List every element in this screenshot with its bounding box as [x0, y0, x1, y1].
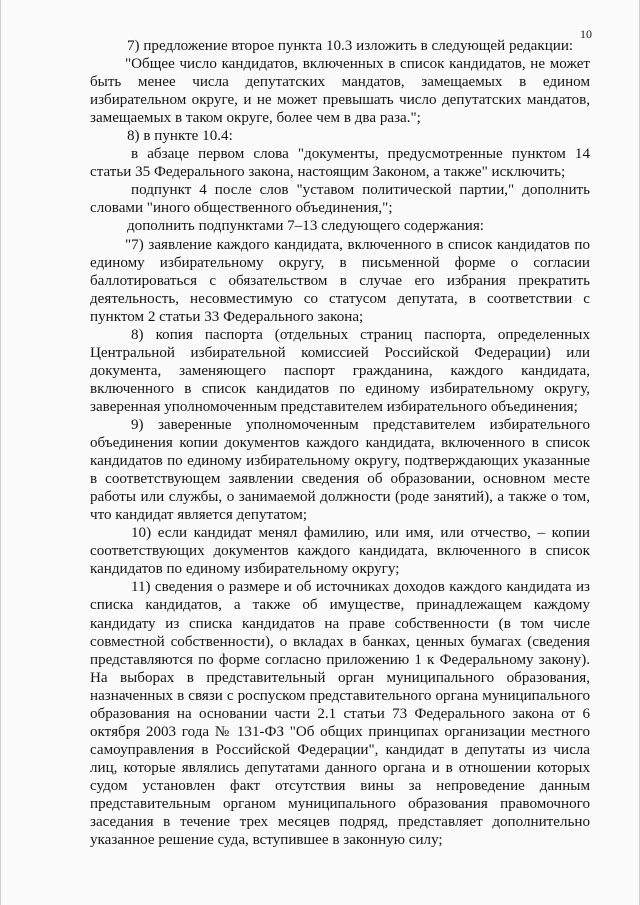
paragraph: в абзаце первом слова "документы, предусмотренные пунктом 14 статьи 35 Федерального закона, настоящим Законом, а также" исключить;: [90, 146, 590, 181]
paragraph: 9) заверенные уполномоченным представителем избирательного объединения копии документов каждого кандидата, включенного в список кандидатов по единому избирательному округу, подтверждающих указанные в соответствующем заявлении сведения об образовании, основном месте работы или службы, о занимаемой должности (роде занятий), а также о том, что кандидат является депутатом;: [90, 416, 590, 524]
paragraph: "7) заявление каждого кандидата, включенного в список кандидатов по единому избирательному округу, в письменной форме о согласии баллотироваться с обязательством в случае его избрания прекратить деятельность, несовместимую со статусом депутата, в соответствии с пунктом 2 статьи 33 Федерального закона;: [90, 236, 590, 325]
paragraph: 8) в пункте 10.4:: [127, 128, 233, 145]
paragraph: 10) если кандидат менял фамилию, или имя, или отчество, – копии соответствующих документов каждого кандидата, включенного в список кандидатов по единому избирательному округу;: [90, 525, 590, 578]
document-body: [90, 37, 590, 849]
paragraph: 11) сведения о размере и об источниках доходов каждого кандидата из списка кандидатов, а также об имуществе, принадлежащем каждому кандидату из списка кандидатов на праве собственности (в том числе совместной собственности), о вкладах в банках, ценных бумагах (сведения представляются по форме согласно приложению 1 к Федеральному закону). На выборах в представительный орган муниципального образования, назначенных в связи с роспуском представительного органа муниципального образования на основании части 2.1 статьи 73 Федерального закона от 6 октября 2003 года № 131-ФЗ "Об общих принципах организации местного самоуправления в Российской Федерации", кандидат в депутаты из числа лиц, которые являлись депутатами данного органа и в отношении которых судом установлен факт отсутствия вины за непроведение данным представительным органом муниципального образования правомочного заседания в течение трех месяцев подряд, представляет дополнительно указанное решение суда, вступившее в законную силу;: [90, 579, 590, 849]
paragraph: 8) копия паспорта (отдельных страниц паспорта, определенных Центральной избирательной комиссией Российской Федерации) или документа, заменяющего паспорт гражданина, каждого кандидата, включенного в список кандидатов по единому избирательному округу, заверенная уполномоченным представителем избирательного объединения;: [90, 326, 590, 415]
paragraph: 7) предложение второе пункта 10.3 изложить в следующей редакции:: [127, 38, 574, 54]
paragraph: "Общее число кандидатов, включенных в список кандидатов, не может быть менее числа депутатских мандатов, замещаемых в едином избирательном округе, и не может превышать число депутатских мандатов, замещаемых в таком округе, более чем в два раза.";: [90, 56, 590, 127]
paragraph: дополнить подпунктами 7–13 следующего содержания:: [127, 218, 484, 235]
page-number: 10: [580, 27, 592, 41]
paragraph: подпункт 4 после слов "уставом политической партии," дополнить словами "иного общественного объединения,";: [90, 182, 590, 217]
